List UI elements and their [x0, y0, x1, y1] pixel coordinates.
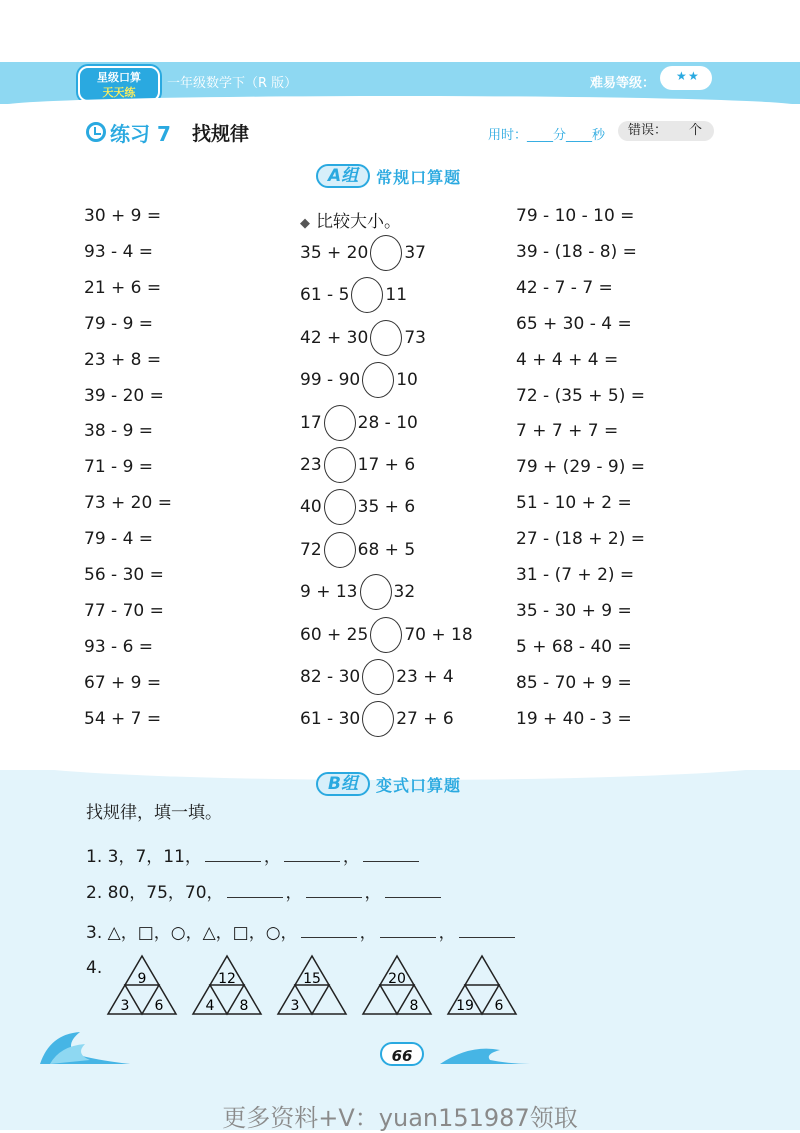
- answer-blank[interactable]: [284, 847, 340, 862]
- equation-row: 19 + 40 - 3 =: [516, 708, 632, 729]
- question-3-text: 3. △，□，○，△，□，○，: [86, 923, 298, 943]
- alarm-clock-icon: [86, 122, 106, 142]
- equation-row: 38 - 9 =: [84, 421, 154, 442]
- compare-row: [300, 659, 454, 695]
- compare-row: [300, 405, 418, 441]
- section-a-header: [316, 164, 461, 188]
- equation-row: 73 + 20 =: [84, 493, 172, 514]
- lesson-title: 找规律: [192, 123, 250, 145]
- grade-label: 一年级数学下（R 版）: [167, 76, 298, 91]
- answer-blank[interactable]: [363, 847, 419, 862]
- compare-row: [300, 701, 454, 737]
- answer-blank[interactable]: [380, 923, 436, 938]
- equation-row: 27 - (18 + 2) =: [516, 529, 645, 550]
- compare-left: 23: [300, 455, 322, 475]
- equation-row: 72 - (35 + 5) =: [516, 385, 645, 406]
- equation-row: 54 + 7 =: [84, 708, 162, 729]
- compare-circle[interactable]: [370, 320, 402, 356]
- compare-row: [300, 362, 418, 398]
- compare-left: 60 + 25: [300, 624, 369, 645]
- compare-left: 42 + 30: [300, 327, 369, 348]
- compare-left: 17: [300, 412, 322, 433]
- compare-row: [300, 235, 426, 271]
- compare-row: [300, 574, 415, 610]
- compare-right: 73: [404, 327, 426, 348]
- equation-row: 67 + 9 =: [84, 672, 162, 693]
- compare-right: 23 + 4: [396, 667, 454, 687]
- equation-row: 56 - 30 =: [84, 565, 164, 585]
- answer-blank[interactable]: [301, 923, 357, 938]
- number-triangle: [448, 956, 516, 1014]
- triangle-number-top: 9: [137, 971, 147, 987]
- error-count-box: [618, 121, 714, 141]
- equation-row: 93 - 6 =: [84, 636, 154, 657]
- triangle-number-top: 12: [218, 971, 236, 987]
- logo-line2: 天天练: [102, 86, 136, 99]
- answer-blank[interactable]: [227, 883, 283, 898]
- equation-row: 71 - 9 =: [84, 457, 154, 478]
- triangle-number-top: 15: [303, 971, 321, 987]
- error-unit: 个: [688, 123, 702, 138]
- equation-row: 79 - 4 =: [84, 529, 154, 550]
- section-b-header: [316, 772, 461, 796]
- compare-right: 37: [404, 243, 426, 263]
- equation-row: 30 + 9 =: [84, 206, 162, 226]
- question-1: 1. 3，7，11， ， ，: [86, 842, 422, 867]
- star-icon: ★: [676, 69, 687, 83]
- equation-row: 79 - 10 - 10 =: [516, 206, 635, 226]
- triangle-number-top: 20: [388, 971, 406, 987]
- difficulty-label: 难易等级：: [590, 76, 656, 91]
- number-triangle: [108, 956, 176, 1014]
- compare-title-text: 比较大小。: [316, 212, 401, 232]
- difficulty-cloud-icon: [660, 66, 712, 90]
- compare-left: 99 - 90: [300, 370, 361, 391]
- equation-row: 79 + (29 - 9) =: [516, 457, 645, 478]
- compare-right: 27 + 6: [396, 709, 454, 730]
- compare-left: 40: [300, 497, 322, 518]
- compare-row: [300, 277, 407, 313]
- triangle-number-right: 8: [409, 998, 419, 1014]
- equation-row: 4 + 4 + 4 =: [516, 349, 619, 370]
- compare-left: 35 + 20: [300, 243, 369, 263]
- triangle-number-left: 3: [290, 998, 300, 1014]
- compare-circle[interactable]: [370, 617, 402, 653]
- question-2: 2. 80，75，70， ， ，: [86, 878, 444, 903]
- triangle-inner: [295, 985, 329, 1014]
- wave-decoration-left: [40, 1024, 130, 1064]
- compare-circle[interactable]: [360, 574, 392, 610]
- compare-circle[interactable]: [324, 489, 356, 525]
- compare-circle[interactable]: [362, 701, 394, 737]
- time-used-field: 用时：____分____秒: [488, 128, 606, 143]
- equation-row: 23 + 8 =: [84, 349, 162, 370]
- compare-right: 68 + 5: [357, 539, 416, 560]
- number-triangle: [363, 956, 431, 1014]
- section-b-title: 变式口算题: [375, 775, 461, 795]
- equation-row: 35 - 30 + 9 =: [516, 600, 632, 621]
- question-2-text: 2. 80，75，70，: [86, 883, 224, 903]
- compare-right: 11: [385, 285, 408, 306]
- question-1-text: 1. 3，7，11，: [86, 847, 202, 867]
- compare-row: [300, 320, 426, 356]
- part-b-instruction: 找规律，填一填。: [86, 803, 222, 823]
- compare-right: 10: [396, 370, 418, 391]
- compare-row: [300, 447, 415, 483]
- question-3: 3. △，□，○，△，□，○， ， ，: [86, 918, 518, 943]
- compare-left: 72: [300, 539, 322, 560]
- compare-right: 32: [393, 582, 416, 603]
- series-logo: [78, 66, 160, 102]
- equation-row: 51 - 10 + 2 =: [516, 493, 632, 514]
- compare-row: [300, 532, 415, 568]
- compare-left: 82 - 30: [300, 667, 361, 687]
- lesson-label: 练习 7: [110, 122, 171, 146]
- number-triangle: [278, 956, 346, 1014]
- answer-blank[interactable]: [385, 883, 441, 898]
- number-triangle: [193, 956, 261, 1014]
- triangle-number-left: 4: [205, 998, 215, 1014]
- wave-decoration-right: [440, 1044, 530, 1064]
- triangle-number-right: 6: [154, 998, 164, 1014]
- equation-row: 39 - (18 - 8) =: [516, 241, 637, 262]
- equation-row: 21 + 6 =: [84, 277, 162, 298]
- answer-blank[interactable]: [306, 883, 362, 898]
- compare-circle[interactable]: [370, 235, 402, 271]
- compare-right: 28 - 10: [357, 412, 418, 433]
- equation-row: 31 - (7 + 2) =: [516, 565, 635, 585]
- triangle-number-left: 19: [456, 998, 474, 1014]
- logo-line1: 星级口算: [97, 71, 141, 84]
- diamond-icon: ◆: [300, 216, 310, 231]
- section-a-tag: A组: [316, 164, 370, 188]
- compare-right: 17 + 6: [357, 455, 416, 475]
- footer-watermark: 更多资料+V：yuan151987领取: [222, 1104, 578, 1132]
- equation-row: 7 + 7 + 7 =: [516, 421, 619, 442]
- equation-row: 39 - 20 =: [84, 385, 164, 406]
- section-b-tag: B组: [316, 772, 370, 796]
- triangle-number-right: 8: [239, 998, 249, 1014]
- triangle-number-right: 6: [494, 998, 504, 1014]
- compare-circle[interactable]: [324, 447, 356, 483]
- compare-left: 61 - 5: [300, 285, 350, 306]
- compare-right: 35 + 6: [357, 497, 416, 518]
- page-number: 66: [380, 1042, 424, 1066]
- compare-left: 61 - 30: [300, 709, 361, 730]
- compare-circle[interactable]: [324, 405, 356, 441]
- equation-row: 79 - 9 =: [84, 313, 154, 334]
- compare-left: 9 + 13: [300, 582, 358, 603]
- equation-row: 93 - 4 =: [84, 241, 154, 262]
- compare-circle[interactable]: [351, 277, 383, 313]
- equation-row: 42 - 7 - 7 =: [516, 277, 613, 298]
- compare-row: [300, 489, 415, 525]
- equation-row: 77 - 70 =: [84, 600, 164, 621]
- equation-row: 65 + 30 - 4 =: [516, 313, 632, 334]
- compare-circle[interactable]: [362, 362, 394, 398]
- compare-circle[interactable]: [362, 659, 394, 695]
- triangle-number-left: 3: [120, 998, 130, 1014]
- section-a-title: 常规口算题: [376, 167, 462, 187]
- compare-circle[interactable]: [324, 532, 356, 568]
- compare-title: [300, 207, 401, 232]
- answer-blank[interactable]: [205, 847, 261, 862]
- compare-right: 70 + 18: [404, 624, 473, 645]
- equation-row: 5 + 68 - 40 =: [516, 636, 632, 657]
- equation-row: 85 - 70 + 9 =: [516, 672, 632, 693]
- number-triangles: [100, 950, 540, 1020]
- question-4-label: 4.: [86, 958, 103, 978]
- star-icon: ★: [688, 69, 699, 83]
- compare-row: [300, 617, 473, 653]
- answer-blank[interactable]: [459, 923, 515, 938]
- error-label: 错误：: [628, 123, 668, 138]
